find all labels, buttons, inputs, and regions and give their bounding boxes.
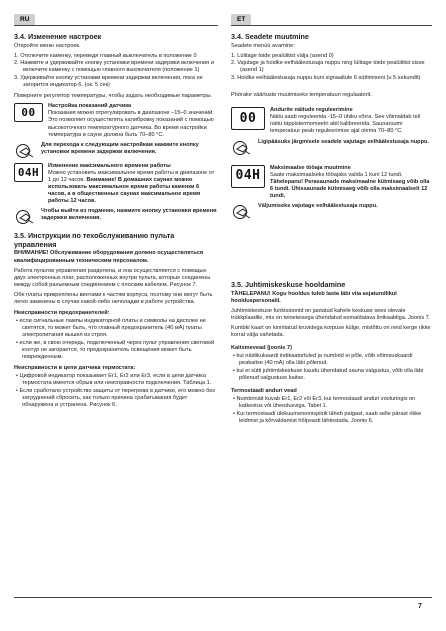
fuse-faults-title: Неисправности предохранителей:	[14, 310, 110, 317]
maxtime-heading: Изменение максимального времени работы	[48, 162, 171, 169]
display-readout-icon: 00	[14, 103, 43, 122]
fuse-faults-title: Kaitsmevead (joonis 7)	[231, 345, 292, 352]
step-item: 3. Удерживайте кнопку установки времени задержки включения, пока не загорится индикатор 6. (ок. 5 сек)	[14, 74, 203, 89]
hand-press-icon	[231, 139, 253, 157]
list-item: • если же, в свою очередь, подключенный через пульт управления световой контур не загорается, то предохранитель освещения может быть поврежденным.	[16, 340, 215, 361]
next-setting-text: Для перехода к следующим настройкам нажмите кнопку установки времени задержки включения.	[41, 141, 199, 155]
maxtime-block	[231, 165, 432, 200]
exit-block	[14, 208, 218, 226]
step-item: 2. Нажмите и удерживайте кнопку установки времени задержки включения и включите каменку с помощью главного выключателя (положение 1)	[14, 60, 214, 74]
next-setting-block	[231, 139, 432, 157]
fuse-faults-list	[231, 353, 432, 382]
exit-block	[231, 203, 432, 221]
maintenance-warning: ВНИМАНИЕ! Обслуживание оборудования должно осуществляться квалифицированным техническим персоналом.	[14, 250, 204, 264]
maxtime-text: Можно установить максимальное время работы в диапазоне от 1 до 12 часов.	[48, 169, 215, 183]
maxtime-heading: Maksimaalse tööaja muutmine	[270, 164, 351, 171]
step-item: 2. Vajutage ja hoidke eelhäälestusaja nuppu ning lülitage toide pealülitist sisse (asend 1)	[231, 60, 425, 74]
list-item: • Цифровой индикатор показывает Er1, Er2 или Er3, если в цепи датчика термостата имеется обрыв или неисправности подключения. Таблица 1.	[16, 373, 212, 387]
sensor-faults-title: Termostaadi anduri vead	[231, 388, 297, 395]
display-readout-icon: 04H	[14, 163, 43, 182]
fuse-faults-list	[14, 318, 218, 361]
sensor-setting-block	[14, 103, 218, 138]
footer-divider	[14, 597, 432, 598]
exit-text: Чтобы выйти из подменю, нажмите кнопку установки времени задержки включения.	[41, 208, 217, 222]
maintenance-paragraph: Kumbki kaart on kinnitatud kruvidega korpuse külge, mistõttu on neid kerge rikke korral välja vahetada.	[231, 324, 431, 339]
intro-text: Seadete menüü avamine:	[231, 42, 295, 49]
maintenance-paragraph: Работа пультов управления разделена, и она осуществляется с помощью двух электронных плат, расположенных внутри пульта, которые соединены между собой разъемным соединением с плоским кабелем. Рисунок 7.	[14, 267, 211, 288]
maxtime-warning: Tähelepanu! Perasaunade maksimaalne kütmisaeg võib olla 6 tundi. Ühissaunade kütmisaeg võib olla maksimaalselt 12 tundi.	[270, 178, 430, 199]
hand-press-icon	[231, 203, 253, 221]
sensor-faults-list	[231, 396, 432, 425]
hand-press-icon	[14, 142, 36, 160]
step-item: 1. Отключите каменку, переведя главный выключатель в положение 0	[14, 52, 197, 59]
maxtime-warning: Внимание! В домашних саунах можно использовать максимальное время работы каменки 6 часов, а в общественных саунах максимальное время работы 12 часов.	[48, 176, 201, 205]
list-item: • если сигнальные лампы индикаторной платы и символы на дисплее не светятся, то может быть, что главный предохранитель (40 мА) платы электропитания вышел из строя.	[16, 318, 206, 339]
list-item: • Kui termostaadi ülekuumenemispiirik läheb paigast, saab selle pärast rikke leidmist ja kõrvaldamist hõlpsasti lähtestada. Joonis 6.	[233, 410, 422, 424]
steps-list	[231, 53, 432, 82]
turn-regulator-text: Поверните регулятор температуры, чтобы задать необходимые параметры.	[14, 93, 213, 100]
display-readout-icon: 00	[231, 107, 265, 130]
list-item: • Если сработало устройство защиты от перегрева в датчике, его можно без затруднений сбросить, как только причина срабатывания будет обнаружена и устранена. Рисунок 6.	[16, 388, 215, 409]
page-number: 7	[418, 603, 422, 610]
maintenance-paragraph: Обе платы прикреплены винтами к частям корпуса, поэтому они могут быть легко заменены в случае какой-либо неполадки в работе устройства.	[14, 291, 213, 306]
intro-text: Откройте меню настроек.	[14, 42, 81, 49]
header-divider-left	[14, 25, 218, 26]
sensor-setting-block	[231, 107, 432, 135]
maxtime-block	[14, 163, 218, 206]
sensor-heading: Andurite näitude reguleerimine	[270, 107, 353, 114]
section-title-3-5: 3.5. Инструкции по техобслуживанию пульта управления	[14, 231, 175, 249]
list-item: • Numbrinäit kuvab Er1, Er2 või Er3, kui termostaadi anduri vooluringis on katkestus või ühendusviga. Tabel 1.	[233, 396, 416, 410]
step-item: 3. Hoidke eelhäälestusaja nuppu kuni signaaltule 6 süttimiseni (u 5 sekundit)	[231, 74, 421, 81]
column-et	[231, 30, 432, 426]
step-item: 1. Lülitage toide pealülitist välja (asend 0)	[231, 52, 334, 59]
section-title-3-5: 3.5. Juhtimiskeskuse hooldamine	[231, 280, 346, 289]
hand-press-icon	[14, 208, 36, 226]
list-item: • kui näidikukaardi indikaatortuled ja numbrid ei põle, võib võimsuskaardi peakaitse (40 mA) olla läbi põlenud.	[233, 353, 413, 367]
exit-text: Väljumiseks vajutage eelhäälestusaja nuppu.	[258, 203, 378, 209]
next-setting-text: Ligipääsuks järgmisele seadele vajutage eelhäälestusaja nuppu.	[258, 138, 429, 145]
sensor-faults-title: Неисправности в цепи датчика термостата:	[14, 365, 136, 372]
header-divider-right	[231, 25, 432, 26]
language-tag-ru: RU	[14, 14, 35, 25]
sensor-faults-list	[14, 373, 218, 409]
section-title-3-4: 3.4. Seadete muutmine	[231, 32, 309, 41]
section-title-3-4: 3.4. Изменение настроек	[14, 32, 102, 41]
display-readout-icon: 04H	[231, 165, 265, 188]
maintenance-warning: TÄHELEPANU! Kogu hooldus tuleb lasta läbi viia asjatundlikul hoolduspersonalil.	[231, 290, 397, 304]
sensor-text: Näitu saab reguleerida -15–0 ühiku võrra. See võimaldab teil näitu täppistermomeetri abil kalibreerida. Saunaruumi temperatuur peab reguleerimise ajal olema 70–80 °C.	[270, 114, 421, 135]
next-setting-block	[14, 142, 218, 160]
maintenance-paragraph: Juhtimiskeskuse funktsioonid on jaotatud kahele keskuse sees olevale trükkplaadile, mis on teineteisega ühendatud eemaldatava lintkaabliga. Joonis 7.	[231, 307, 431, 321]
sensor-heading: Настройка показаний датчика	[48, 103, 132, 110]
column-ru	[14, 30, 218, 410]
maxtime-text: Saate maksimaalseks tööajaks valida 1 kuni 12 tundi.	[270, 171, 403, 178]
list-item: • kui ei sütti juhtimiskeskuse kaudu ühendatud sauna valgustus, võib olla läbi põlenud valgustuse kaitse.	[233, 367, 424, 382]
language-tag-et: ET	[231, 14, 251, 25]
turn-regulator-text: Pöörake väärtuste muutmiseks temperatuuri regulaatorit.	[231, 92, 372, 99]
sensor-text: Показания можно отрегулировать в диапазоне –15–0 значений. Это позволяет осуществлять калибровку показаний с помощью высокоточного температурного датчика. Во время настройки температура в сауне должна быть 70–80 °C.	[48, 110, 214, 138]
steps-list	[14, 53, 218, 89]
